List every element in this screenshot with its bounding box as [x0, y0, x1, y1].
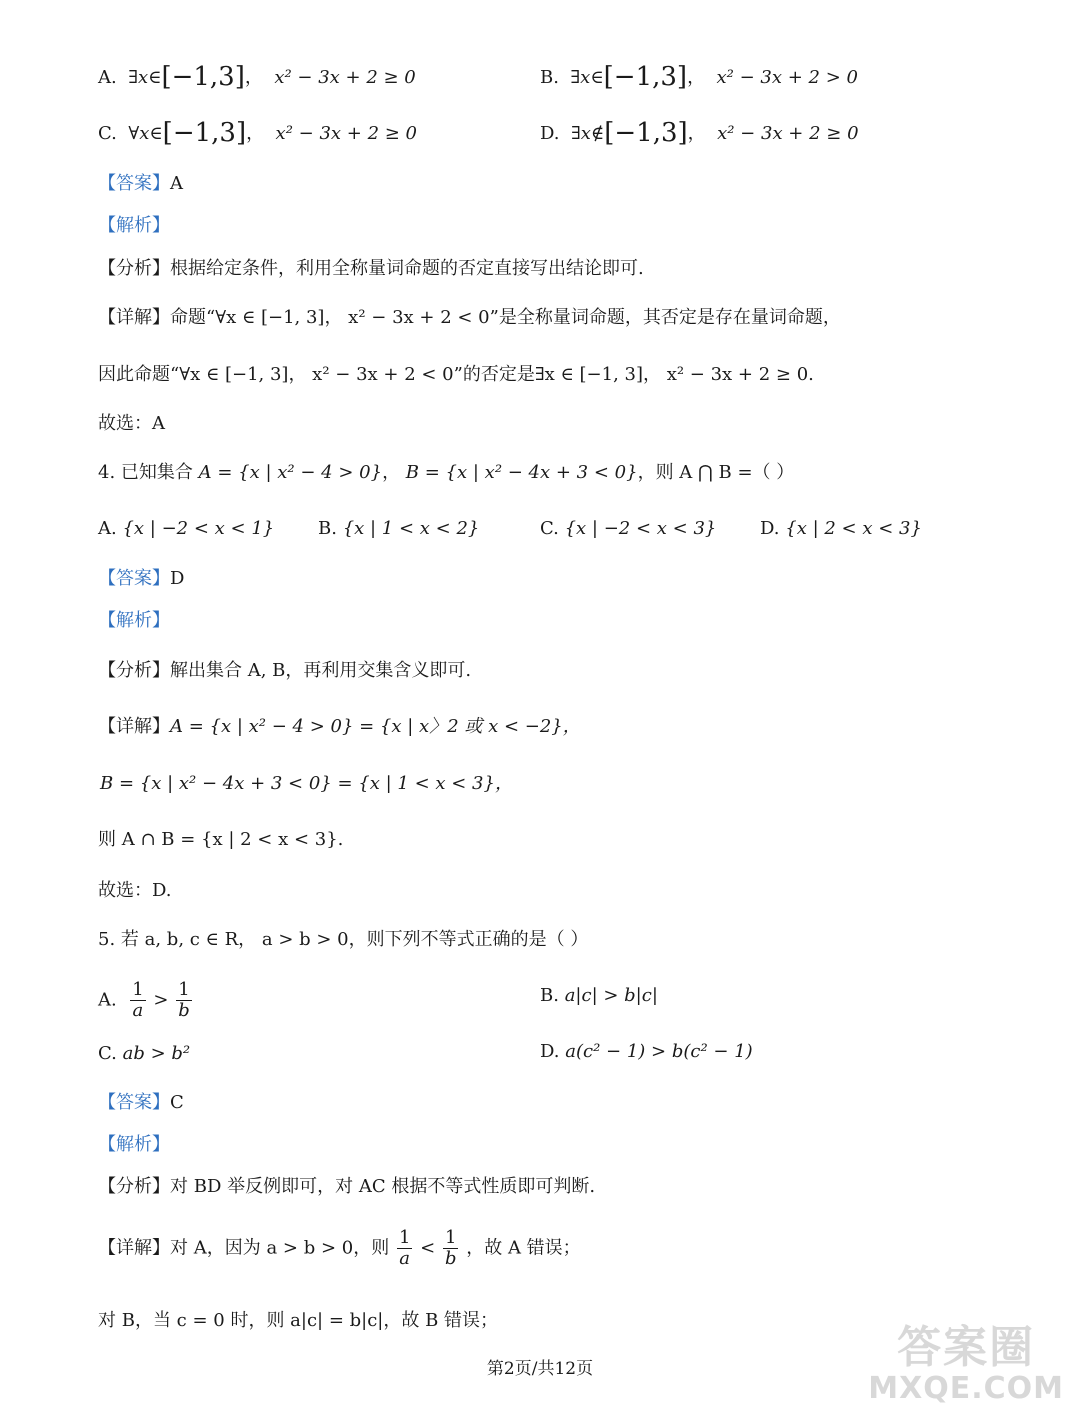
watermark-logo — [868, 1323, 1064, 1405]
q3-detail-line-2: 因此命题“∀x ∈ [−1, 3]， x² − 3x + 2 < 0”的否定是∃x ∈ [−1, 3]， x² − 3x + 2 ≥ 0. — [98, 364, 814, 385]
fraction: $\frac{1}{a}$ — [132, 979, 144, 1021]
q4-detail-line-2: B = {x | x² − 4x + 3 < 0} = {x | 1 < x < 3}， — [100, 773, 513, 794]
q4-option-c: C. {x | −2 < x < 3} — [540, 518, 717, 539]
q5-jiexi-heading: 【解析】 — [98, 1134, 170, 1155]
q3-choose: 故选：A — [98, 413, 165, 434]
watermark-url: MXQE.COM — [868, 1371, 1064, 1406]
q4-stem: 4. 已知集合 A = {x | x² − 4 > 0}， B = {x | x² − 4x + 3 < 0}，则 A ⋂ B =（ ） — [98, 462, 795, 483]
q5-answer: 【答案】C — [98, 1092, 184, 1113]
watermark-logo-text: 答案圈 — [897, 1322, 1036, 1373]
fraction: $\frac{1}{b}$ — [178, 979, 190, 1021]
q4-jiexi-heading: 【解析】 — [98, 610, 170, 631]
q4-option-d: D. {x | 2 < x < 3} — [760, 518, 922, 539]
fraction: $\frac{1}{b}$ — [444, 1227, 457, 1269]
q3-option-d: D. ∃x∉[−1,3]， x² − 3x + 2 ≥ 0 — [540, 118, 859, 148]
q4-option-b: B. {x | 1 < x < 2} — [318, 518, 480, 539]
q5-option-d: D. a(c² − 1) > b(c² − 1) — [540, 1041, 753, 1062]
q5-stem: 5. 若 a, b, c ∈ R， a > b > 0，则下列不等式正确的是（ ） — [98, 929, 589, 950]
q5-detail-line-1: 【详解】对 A，因为 a > b > 0，则 $\frac{1}{a}$ < $\frac{1}{b}$ ，故 A 错误； — [98, 1227, 581, 1269]
q3-option-a: A. ∃x∈[−1,3]， x² − 3x + 2 ≥ 0 — [98, 62, 416, 92]
q4-detail-line-3: 则 A ∩ B = {x | 2 < x < 3}. — [98, 829, 344, 850]
q5-detail-line-2: 对 B，当 c = 0 时，则 a|c| = b|c|，故 B 错误； — [98, 1310, 499, 1331]
q4-option-a: A. {x | −2 < x < 1} — [98, 518, 275, 539]
q3-analysis: 【分析】根据给定条件，利用全称量词命题的否定直接写出结论即可. — [98, 258, 644, 279]
q4-answer: 【答案】D — [98, 568, 185, 589]
q5-option-a: A. $\frac{1}{a}$ > $\frac{1}{b}$ — [98, 979, 190, 1021]
fraction: $\frac{1}{a}$ — [398, 1227, 411, 1269]
q4-detail-line-1: 【详解】A = {x | x² − 4 > 0} = {x | x〉2 或 x < −2}， — [98, 716, 581, 737]
q3-answer: 【答案】A — [98, 173, 183, 194]
page-number: 第2页/共12页 — [486, 1359, 594, 1379]
q4-choose: 故选：D. — [98, 880, 172, 901]
q3-option-b: B. ∃x∈[−1,3]， x² − 3x + 2 > 0 — [540, 62, 858, 92]
q5-option-c: C. ab > b² — [98, 1043, 191, 1064]
q3-option-c: C. ∀x∈[−1,3]， x² − 3x + 2 ≥ 0 — [98, 118, 417, 148]
q5-analysis: 【分析】对 BD 举反例即可，对 AC 根据不等式性质即可判断. — [98, 1176, 596, 1197]
q3-detail-line-1: 【详解】命题“∀x ∈ [−1, 3]， x² − 3x + 2 < 0”是全称量词命题，其否定是存在量词命题， — [98, 307, 841, 328]
q3-jiexi-heading: 【解析】 — [98, 215, 170, 236]
q5-option-b: B. a|c| > b|c| — [540, 985, 658, 1006]
q4-analysis: 【分析】解出集合 A, B，再利用交集含义即可. — [98, 660, 472, 681]
